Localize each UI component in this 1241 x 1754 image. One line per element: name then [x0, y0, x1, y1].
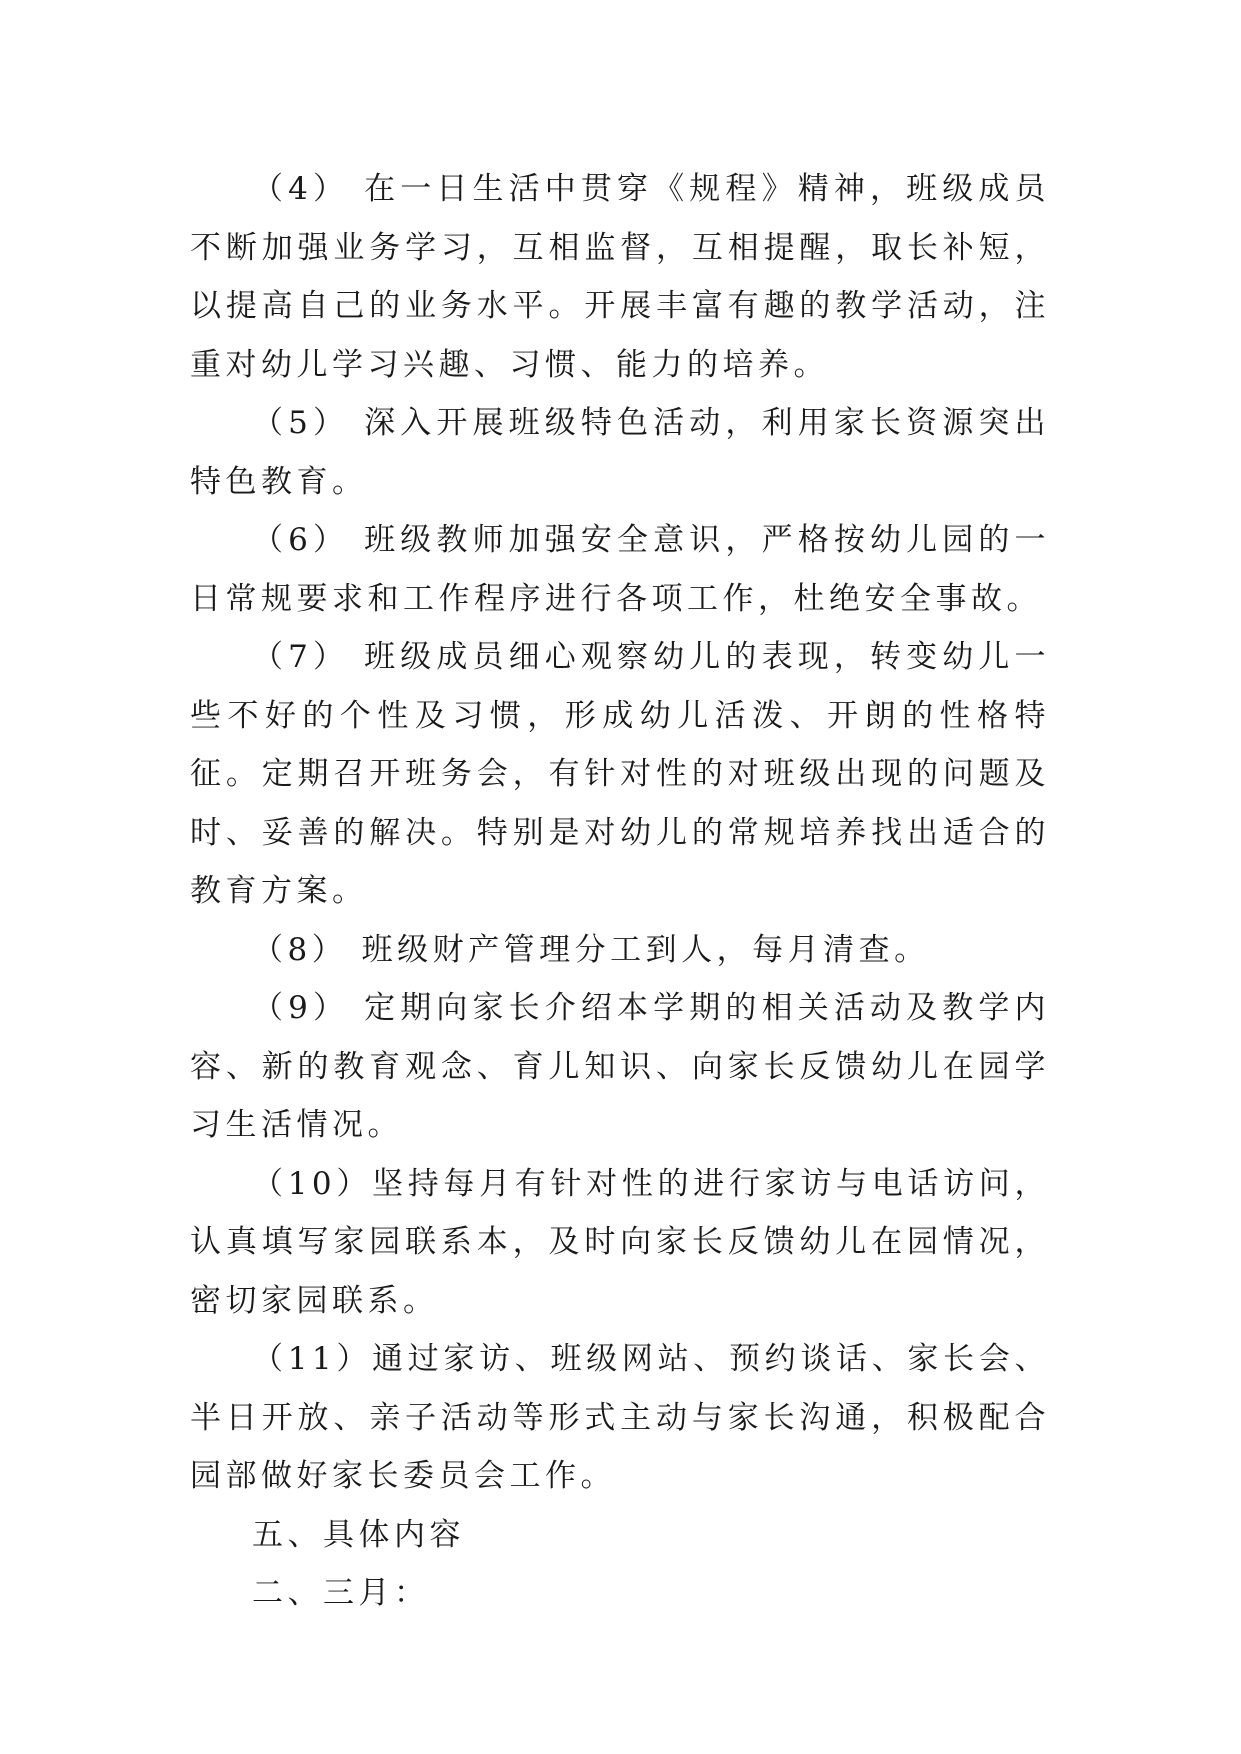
paragraph-item-10: （10）坚持每月有针对性的进行家访与电话访问，认真填写家园联系本，及时向家长反馈幼儿在园情况，密切家园联系。 — [190, 1165, 1050, 1319]
paragraph-item-8: （8） 班级财产管理分工到人，每月清查。 — [252, 931, 930, 968]
paragraph-item-11: （11）通过家访、班级网站、预约谈话、家长会、半日开放、亲子活动等形式主动与家长沟通，积极配合园部做好家长委员会工作。 — [190, 1341, 1050, 1494]
sub-heading: 二、三月： — [252, 1575, 430, 1611]
paragraph-item-7: （7） 班级成员细心观察幼儿的表现，转变幼儿一些不好的个性及习惯，形成幼儿活泼、开朗的性格特征。定期召开班务会，有针对性的对班级出现的问题及时、妥善的解决。特别是对幼儿的常规培养找出适合的教育方案。 — [190, 639, 1050, 909]
paragraph-item-4: （4） 在一日生活中贯穿《规程》精神，班级成员不断加强业务学习，互相监督，互相提醒，取长补短，以提高自己的业务水平。开展丰富有趣的教学活动，注重对幼儿学习兴趣、习惯、能力的培养。 — [190, 171, 1050, 383]
section-heading: 五、具体内容 — [252, 1516, 465, 1553]
document-body — [190, 160, 1050, 1623]
paragraph-item-6: （6） 班级教师加强安全意识，严格按幼儿园的一日常规要求和工作程序进行各项工作，杜绝安全事故。 — [190, 522, 1050, 617]
paragraph-item-9: （9） 定期向家长介绍本学期的相关活动及教学内容、新的教育观念、育儿知识、向家长反馈幼儿在园学习生活情况。 — [190, 990, 1050, 1143]
paragraph-item-5: （5） 深入开展班级特色活动，利用家长资源突出特色教育。 — [190, 405, 1050, 500]
